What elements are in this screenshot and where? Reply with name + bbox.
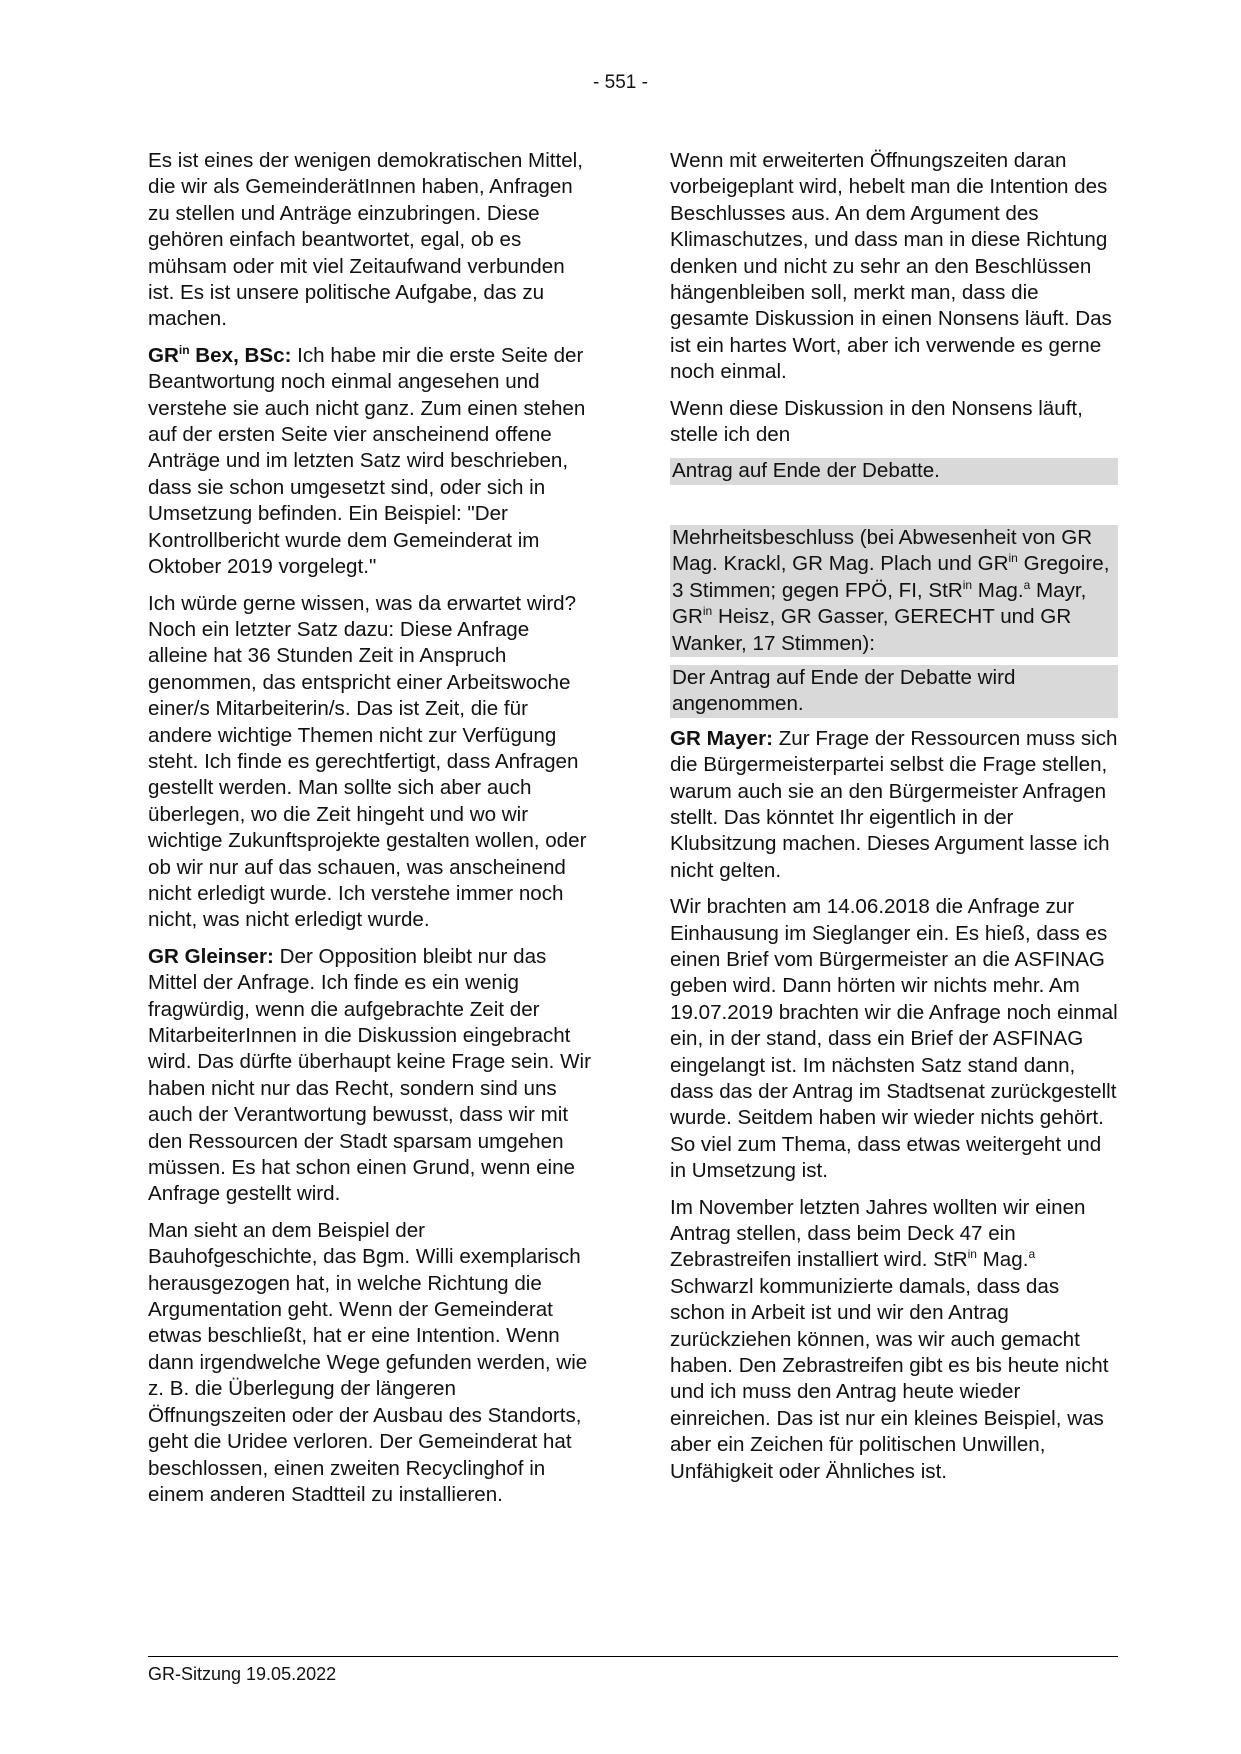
paragraph-text: Mag. — [976, 1248, 1029, 1272]
superscript: a — [1023, 577, 1031, 592]
vote-text: Mayr, GR — [672, 578, 1087, 629]
footer-session-date: GR-Sitzung 19.05.2022 — [148, 1664, 337, 1684]
paragraph — [670, 1195, 1118, 1485]
footer-divider — [148, 1656, 1118, 1657]
vote-text: Heisz, GR Gasser, GERECHT und GR Wanker, 17 Stimmen): — [672, 605, 1072, 655]
superscript: in — [1008, 551, 1018, 566]
speaker-name: GR Gleinser: — [148, 944, 274, 968]
paragraph: Man sieht an dem Beispiel der Bauhofgeschichte, das Bgm. Willi exemplarisch herausgezogen hat, in welche Richtung die Argumentation geht. Wenn der Gemeinderat etwas beschließt, hat er eine Intention. Wenn dann irgendwelche Wege gefunden werden, wie z. B. die Überlegung der längeren Öffnungszeiten oder der Ausbau des Standorts, geht die Uridee verloren. Der Gemeinderat hat beschlossen, einen zweiten Recyclinghof in einem anderen Stadtteil zu installieren. — [148, 1218, 588, 1506]
page-number: - 551 - — [593, 72, 648, 93]
speaker-name: GR Mayer: — [670, 726, 773, 750]
speech-text: Ich habe mir die erste Seite der Beantwortung noch einmal angesehen und verstehe sie auch nicht ganz. Zum einen stehen auf der ersten Seite vier anscheinend offene Anträge und im letzten Satz wird beschrieben, dass sie schon umgesetzt sind, oder sich in Umsetzung befinden. Ein Beispiel: "Der Kontrollbericht wurde dem Gemeinderat im Oktober 2019 vorgelegt." — [148, 343, 586, 579]
superscript: in — [178, 342, 190, 357]
left-column — [148, 148, 594, 1518]
spacer — [670, 657, 1118, 665]
paragraph: Wir brachten am 14.06.2018 die Anfrage zur Einhausung im Sieglanger ein. Es hieß, dass es einen Brief vom Bürgermeister an die ASFINAG geben wird. Dann hörten wir nichts mehr. Am 19.07.2019 brachten wir die Anfrage noch einmal ein, in der stand, dass ein Brief der ASFINAG eingelangt ist. Im nächsten Satz stand dann, dass das der Antrag im Stadtsenat zurückgestellt wurde. Seitdem haben wir wieder nichts gehört. So viel zum Thema, dass etwas weitergeht und in Umsetzung ist. — [670, 895, 1118, 1183]
right-column — [670, 148, 1118, 1495]
vote-result-box — [670, 525, 1118, 657]
paragraph: Es ist eines der wenigen demokratischen Mittel, die wir als GemeinderätInnen haben, Anfragen zu stellen und Anträge einzubringen. Diese gehören einfach beantwortet, egal, ob es mühsam oder mit viel Zeitaufwand verbunden ist. Es ist unsere politische Aufgabe, das zu machen. — [148, 149, 583, 331]
speaker-name — [148, 344, 291, 367]
speech-text: Zur Frage der Ressourcen muss sich die Bürgermeisterpartei selbst die Frage stellen, warum auch sie an den Bürgermeister Anfragen stellt. Das könntet Ihr eigentlich in der Klubsitzung machen. Dieses Argument lasse ich nicht gelten. — [670, 726, 1118, 882]
motion-box: Antrag auf Ende der Debatte. — [670, 458, 1118, 484]
speaker-suffix: Bex, BSc: — [189, 343, 292, 367]
superscript: in — [702, 604, 713, 619]
spacer — [670, 517, 1118, 525]
paragraph-text: Schwarzl kommunizierte damals, dass das schon in Arbeit ist und wir den Antrag zurückziehen können, was wir auch gemacht haben. Den Zebrastreifen gibt es bis heute nicht und ich muss den Antrag heute wieder einreichen. Das ist nur ein kleines Beispiel, was aber ein Zeichen für politischen Unwillen, Unfähigkeit oder Ähnliches ist. — [670, 1274, 1109, 1483]
speech-mayer — [670, 726, 1118, 884]
spacer — [670, 485, 1118, 517]
speech-gleinser — [148, 944, 594, 1208]
speaker-prefix: GR — [148, 343, 179, 367]
paragraph-text: Im November letzten Jahres wollten wir einen Antrag stellen, dass beim Deck 47 ein Zebrastreifen installiert wird. StR — [670, 1195, 1086, 1272]
paragraph: Wenn mit erweiterten Öffnungszeiten daran vorbeigeplant wird, hebelt man die Intention des Beschlusses aus. An dem Argument des Klimaschutzes, und dass man in diese Richtung denken und nicht zu sehr an den Beschlüssen hängenbleiben soll, merkt man, dass die gesamte Diskussion in einen Nonsens läuft. Das ist ein hartes Wort, aber ich verwende es gerne noch einmal. — [670, 149, 1112, 384]
vote-text: Mag. — [972, 578, 1024, 602]
paragraph: Wenn diese Diskussion in den Nonsens läuft, stelle ich den — [670, 396, 1083, 447]
vote-text: Gregoire, 3 Stimmen; gegen FPÖ, FI, StR — [672, 552, 1110, 602]
decision-box: Der Antrag auf Ende der Debatte wird angenommen. — [670, 665, 1118, 718]
paragraph: Ich würde gerne wissen, was da erwartet wird? Noch ein letzter Satz dazu: Diese Anfrage alleine hat 36 Stunden Zeit in Anspruch genommen, das entspricht einer Arbeitswoche einer/s Mitarbeiterin/s. Das ist Zeit, die für andere wichtige Themen nicht zur Verfügung steht. Ich finde es gerechtfertigt, dass Anfragen gestellt werden. Man sollte sich aber auch überlegen, wo die Zeit hingeht und wo wir wichtige Zukunftsprojekte gestalten wollen, oder ob wir nur auf das schauen, was anscheinend nicht erledigt wurde. Ich verstehe immer noch nicht, was nicht erledigt wurde. — [148, 591, 587, 932]
superscript: in — [962, 577, 973, 592]
superscript: a — [1028, 1247, 1036, 1262]
speech-text: Der Opposition bleibt nur das Mittel der Anfrage. Ich finde es ein wenig fragwürdig, wenn die aufgebrachte Zeit der MitarbeiterInnen in die Diskussion eingebracht wird. Das dürfte überhaupt keine Frage sein. Wir haben nicht nur das Recht, sondern sind uns auch der Verantwortung bewusst, dass wir mit den Ressourcen der Stadt sparsam umgehen müssen. Es hat schon einen Grund, wenn eine Anfrage gestellt wird. — [148, 944, 591, 1206]
superscript: in — [967, 1247, 977, 1262]
spacer — [670, 718, 1118, 726]
vote-text: Mehrheitsbeschluss (bei Abwesenheit von GR Mag. Krackl, GR Mag. Plach und GR — [672, 525, 1093, 576]
speech-bex — [148, 343, 594, 581]
